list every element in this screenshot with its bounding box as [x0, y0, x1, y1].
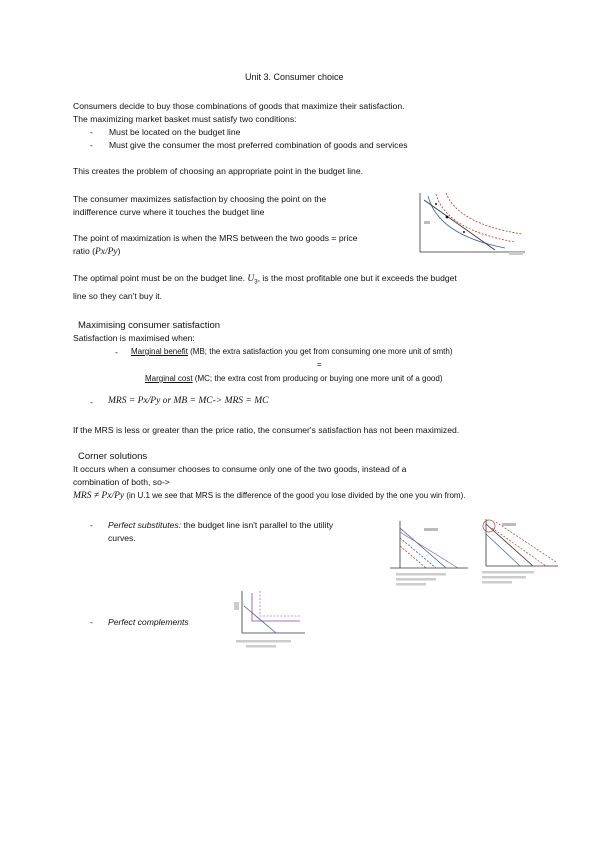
optimal-point — [446, 216, 449, 219]
curve-u3 — [446, 193, 522, 234]
marginal-benefit-line: Marginal benefit (MB; the extra satisfaction you get from consuming one more unit of smth) — [131, 347, 453, 356]
section-heading-corner: Corner solutions — [78, 451, 148, 462]
label-mark — [424, 528, 438, 531]
indifference-line-1 — [400, 528, 446, 568]
mrs-formula: MRS = Px/Py or MB = MC-> MRS = MC — [108, 396, 269, 406]
perfect-substitutes-figure-2 — [478, 516, 563, 593]
perfect-substitutes-figure-1 — [388, 518, 473, 593]
caption-mark — [482, 576, 526, 579]
point-a — [435, 203, 437, 205]
maximize-line-2: indifference curve where it touches the budget line — [73, 207, 265, 217]
indifference-curve-figure — [410, 190, 530, 260]
optimal-line-2: line so they can't buy it. — [73, 291, 163, 301]
intro-line-2: The maximizing market basket must satisfy two conditions: — [73, 114, 297, 124]
marginal-cost-line: Marginal cost (MC; the extra cost from producing or buying one more unit of a good) — [145, 374, 443, 383]
problem-text: This creates the problem of choosing an appropriate point in the budget line. — [73, 166, 363, 176]
caption-mark — [482, 581, 512, 584]
point-b — [463, 231, 465, 233]
label-mark — [502, 523, 516, 526]
perfect-complements-label: Perfect complements — [108, 617, 189, 627]
bullet-dash: - — [90, 127, 93, 137]
axis-label-mark — [234, 602, 239, 610]
satisfaction-conclusion: If the MRS is less or greater than the price ratio, the consumer's satisfaction has not been maximized. — [73, 425, 460, 435]
section-heading-satisfaction: Maximising consumer satisfaction — [78, 320, 221, 331]
intro-line-1: Consumers decide to buy those combinations of goods that maximize their satisfaction. — [73, 101, 405, 111]
maximize-line-1: The consumer maximizes satisfaction by choosing the point on the — [73, 194, 327, 204]
caption-mark — [246, 645, 276, 648]
perfect-substitutes-line-2: curves. — [108, 533, 136, 543]
corner-line-3: MRS ≠ Px/Py (in U.1 we see that MRS is the difference of the good you lose divided by the one you win from). — [73, 491, 466, 501]
mrs-point-line-1: The point of maximization is when the MRS between the two goods = price — [73, 233, 358, 243]
curve-u1 — [428, 196, 505, 248]
perfect-complements-figure — [230, 588, 310, 653]
budget-line — [486, 524, 533, 566]
caption-mark — [396, 573, 446, 576]
indifference-curve-l1 — [252, 593, 300, 621]
indifference-line-3 — [400, 532, 458, 568]
bullet-dash: - — [90, 140, 93, 150]
bullet-dash: - — [90, 617, 93, 627]
budget-line — [400, 546, 426, 568]
mrs-point-line-2: ratio (Px/Py) — [73, 246, 121, 257]
label-mark — [424, 221, 430, 224]
equals-sign: = — [317, 360, 322, 369]
perfect-substitutes-line: Perfect substitutes: the budget line isn't parallel to the utility — [108, 520, 334, 530]
optimal-line-1: The optimal point must be on the budget line. $U_3$, is the most profitable one but it exceeds the budget — [73, 273, 457, 286]
caption-mark — [482, 571, 534, 574]
corner-line-1: It occurs when a consumer chooses to consume only one of the two goods, instead of a — [73, 464, 407, 474]
indifference-line-2 — [400, 538, 436, 568]
caption-mark — [396, 578, 436, 581]
bullet-dash: - — [115, 347, 118, 357]
bullet-dash: - — [90, 520, 93, 530]
axis-label-mark — [509, 252, 523, 255]
satisfaction-line-1: Satisfaction is maximised when: — [73, 333, 195, 343]
indifference-curve-l2 — [260, 591, 300, 616]
caption-mark — [396, 583, 426, 586]
corner-line-2: combination of both, so-> — [73, 477, 170, 487]
bullet-2: Must give the consumer the most preferred combination of goods and services — [109, 140, 408, 150]
indifference-line-2 — [496, 522, 556, 562]
caption-mark — [236, 640, 291, 643]
bullet-dash: - — [90, 397, 93, 407]
budget-line — [424, 200, 495, 250]
page-title: Unit 3. Consumer choice — [245, 72, 344, 82]
bullet-1: Must be located on the budget line — [109, 127, 241, 137]
